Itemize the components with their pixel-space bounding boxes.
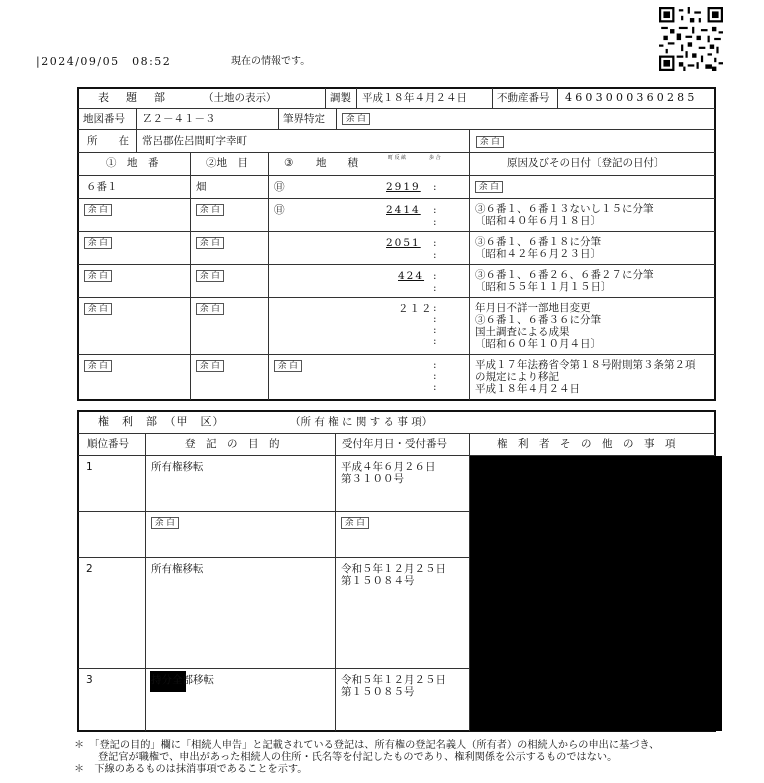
jun-cell: 2 <box>86 563 93 575</box>
chiseki-colon: : <box>433 181 437 193</box>
shozai-label: 所 在 <box>87 135 129 147</box>
chiseki-colon: : : <box>433 270 437 294</box>
qr-code <box>659 7 723 71</box>
chiseki-cell: 2414 <box>386 204 421 216</box>
genin-line: ③６番１、６番２６、６番２７に分筆 <box>475 269 654 281</box>
chosei-label: 調製 <box>330 92 351 104</box>
col-chiseki-unit1: 町 反 畝 <box>388 155 407 161</box>
hyodai-title: 表 題 部 <box>98 91 168 104</box>
chiseki-cell: ２１２ <box>398 303 433 315</box>
jun-cell: 3 <box>86 674 93 686</box>
uketsuke-line: 令和５年１２月２５日 <box>341 563 446 575</box>
genin-line: ③６番１、６番３６に分筆 <box>475 314 601 326</box>
yohaku-stamp: 余 白 <box>151 517 179 529</box>
col-chiseki: 地 積 <box>316 157 358 169</box>
chiseki-cell: 424 <box>398 270 425 282</box>
yohaku-stamp: 余 白 <box>196 303 224 315</box>
chiseki-colon: : : : : <box>433 302 437 347</box>
kenri-title: 権 利 部 （甲 区） <box>98 415 225 428</box>
chizu-label: 地図番号 <box>83 113 125 125</box>
col-jun: 順位番号 <box>87 438 129 450</box>
col-chiseki-num: ③ <box>284 157 294 169</box>
genin-line: の規定により移記 <box>475 371 559 383</box>
mokuteki-cell: 所有権移転 <box>151 461 204 473</box>
genin-line: 〔昭和６０年１０月４日〕 <box>475 338 601 350</box>
footnote-2: 登記官が職権で、申出があった相続人の住所・氏名等を付記したものであり、権利関係を公示するものではない。 <box>98 752 618 763</box>
col-genin: 原因及びその日付〔登記の日付〕 <box>507 157 665 169</box>
fudosan-label: 不動産番号 <box>497 92 550 104</box>
redaction-box <box>470 456 722 731</box>
chiseki-cell: 2051 <box>386 237 421 249</box>
chimoku-cell: 畑 <box>196 181 207 193</box>
chiseki-colon: : : <box>433 204 437 228</box>
yohaku-stamp: 余 白 <box>274 360 302 372</box>
genin-line: ③６番１、６番１８に分筆 <box>475 236 601 248</box>
genin-line: 〔昭和４０年６月１８日〕 <box>475 215 601 227</box>
chiseki-colon: : : : <box>433 359 437 393</box>
footnote-1: ＊ 「登記の目的」欄に「相続人申告」と記載されている登記は、所有権の登記名義人（所有者）の相続人からの申出に基づき、 <box>74 740 660 751</box>
col-uketsuke: 受付年月日・受付番号 <box>342 438 447 450</box>
hikkai-label: 筆界特定 <box>283 113 325 125</box>
mokuteki-cell: 所有権移転 <box>151 563 204 575</box>
col-mokuteki: 登 記 の 目 的 <box>185 438 280 450</box>
mokuteki-cell: 持分全部移転 <box>151 674 214 686</box>
uketsuke-line: 平成４年６月２６日 <box>341 461 436 473</box>
chosei-value: 平成１８年４月２４日 <box>362 92 467 104</box>
genin-line: 国土調査による成果 <box>475 326 570 338</box>
genin-line: 〔昭和４２年６月２３日〕 <box>475 248 601 260</box>
col-chiban: ① 地 番 <box>106 157 159 169</box>
hyodai-subtitle: （土地の表示） <box>203 92 277 104</box>
genin-line: ③６番１、６番１３ないし１５に分筆 <box>475 203 654 215</box>
genin-line: 平成１７年法務省令第１８号附則第３条第２項 <box>475 359 696 371</box>
yohaku-stamp: 余 白 <box>196 270 224 282</box>
yohaku-stamp: 余 白 <box>196 204 224 216</box>
yohaku-stamp: 余 白 <box>84 303 112 315</box>
yohaku-stamp: 余 白 <box>341 517 369 529</box>
yohaku-stamp: 余 白 <box>342 113 370 125</box>
uketsuke-line: 第１５０８４号 <box>341 575 415 587</box>
chiseki-colon: : : <box>433 237 437 261</box>
kyu-mark: ㊐ <box>274 204 285 216</box>
yohaku-stamp: 余 白 <box>84 360 112 372</box>
genin-line: 平成１８年４月２４日 <box>475 383 580 395</box>
uketsuke-line: 令和５年１２月２５日 <box>341 674 446 686</box>
chiban-cell: ６番１ <box>86 181 118 193</box>
kyu-mark: ㊐ <box>274 181 285 193</box>
jun-cell: 1 <box>86 461 93 473</box>
footnote-3: ＊ 下線のあるものは抹消事項であることを示す。 <box>74 764 308 775</box>
kenri-subtitle: （所 有 権 に 関 す る 事 項） <box>290 416 433 428</box>
shozai-value: 常呂郡佐呂間町字幸町 <box>142 135 247 147</box>
col-kenrisha: 権 利 者 そ の 他 の 事 項 <box>497 438 676 450</box>
yohaku-stamp: 余 白 <box>84 270 112 282</box>
status-text: 現在の情報です。 <box>231 56 311 67</box>
genin-line: 年月日不詳一部地目変更 <box>475 302 591 314</box>
chiseki-cell: 2919 <box>386 181 421 193</box>
yohaku-stamp: 余 白 <box>196 360 224 372</box>
col-chiseki-unit2: 歩 合 <box>429 155 441 161</box>
uketsuke-line: 第１５０８５号 <box>341 686 415 698</box>
uketsuke-line: 第３１００号 <box>341 473 404 485</box>
col-chimoku: ②地 目 <box>206 157 248 169</box>
yohaku-stamp: 余 白 <box>84 204 112 216</box>
yohaku-stamp: 余 白 <box>196 237 224 249</box>
yohaku-stamp: 余 白 <box>84 237 112 249</box>
yohaku-stamp: 余 白 <box>476 136 504 148</box>
chizu-value: Ｚ２－４１－３ <box>142 113 216 125</box>
yohaku-stamp: 余 白 <box>475 181 503 193</box>
fudosan-value: 4603000360285 <box>565 91 698 104</box>
print-datetime: |2024/09/05 08:52 <box>36 55 172 68</box>
genin-line: 〔昭和５５年１１月１５日〕 <box>475 281 612 293</box>
